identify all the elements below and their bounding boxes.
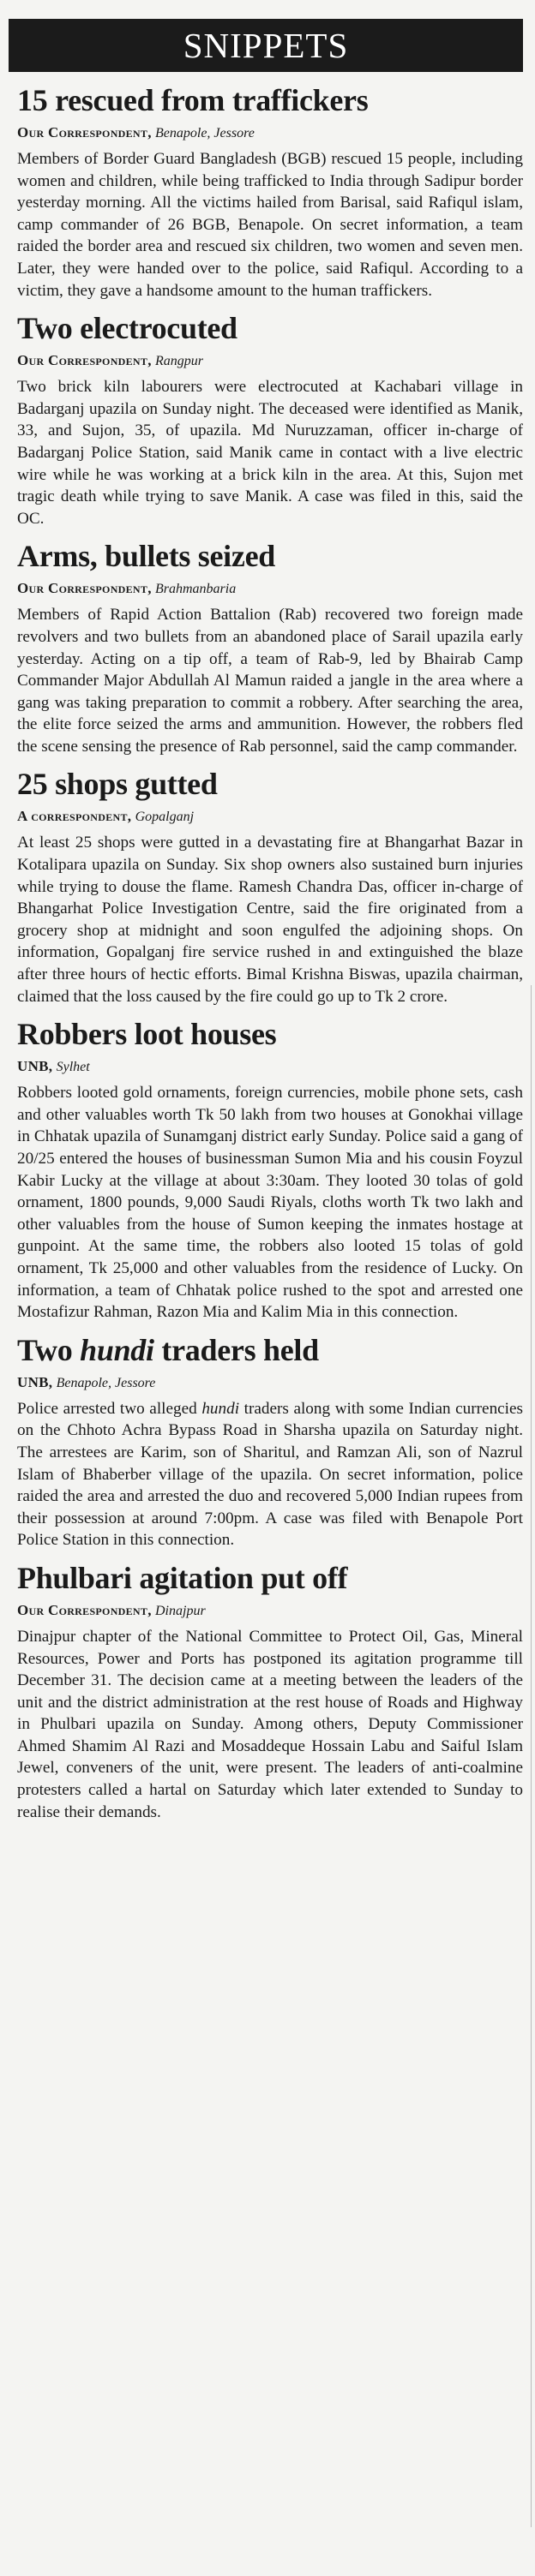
news-column	[17, 81, 523, 1823]
article-body: Dinajpur chapter of the National Committee to Protect Oil, Gas, Mineral Resources, Power and Ports has postponed its agitation programme till December 31. The decision came at a meeting between the leaders of the unit and the district administration at the rest house of Roads and Highway in Phulbari upazila on Sunday. Among others, Deputy Commissioner Ahmed Shamim Al Razi and Mosaddeque Hossain Labu and Saiful Islam Jewel, conveners of the unit, were present. The leaders of anti-coalmine protesters called a hartal on Saturday which later extended to Sunday to realise their demands.	[17, 1627, 523, 1821]
article-headline: Robbers loot houses	[17, 1017, 277, 1052]
article-headline: Two electrocuted	[17, 311, 237, 346]
article-body: Robbers looted gold ornaments, foreign currencies, mobile phone sets, cash and other valuables worth Tk 50 lakh from two houses at Gonokhai village in Chhatak upazila of Sunamganj district early Sunday. Police said a gang of 20/25 entered the houses of businessman Sumon Mia and his cousin Foyzul Kabir Lucky at the village at about 3:30am. They looted 30 tolas of gold ornament, 1800 pounds, 9,000 Saudi Riyals, cloths worth Tk two lakh and other valuables from the house of Sumon keeping the inmates hostage at gunpoint. At the same time, the robbers also looted 15 tolas of gold ornament, Tk 25,000 and other valuables from the residence of Lucky. On information, a team of Chhatak police rushed to the spot and arrested one Mostafizur Rahman, Razon Mia and Kalim Mia in this connection.	[17, 1084, 523, 1322]
section-title: SNIPPETS	[183, 26, 349, 65]
byline-source: Our Correspondent,	[17, 124, 152, 140]
byline-location: Brahmanbaria	[155, 582, 237, 597]
article-byline	[17, 1372, 523, 1395]
article-body: At least 25 shops were gutted in a devastating fire at Bhangarhat Bazar in Kotalipara upazila on Sunday. Six shop owners also sustained burn injuries while trying to douse the flame. Ramesh Chandra Das, officer in-charge of Bhangarhat Police Investigation Centre, said the fire originated from a grocery shop at midnight and soon engulfed the adjoining shops. On information, Gopalganj fire service rushed in and extinguished the blaze after three hours of hectic efforts. Bimal Krishna Biswas, upazila chairman, claimed that the loss caused by the fire could go up to Tk 2 crore.	[17, 834, 523, 1006]
body-part: traders along with some Indian currencies on the Chhoto Achra Bypass Road in Sharsha upazila on Saturday night. The arrestees are Karim, son of Sharitul, and Ramzan Ali, son of Nazrul Islam of Bhaberber village of the upazila. On secret information, police raided the area and arrested the duo and recovered 5,000 Indian rupees from their possession at around 7:00pm. A case was filed with Benapole Port Police Station in this connection.	[17, 1399, 524, 1550]
byline-source: Our Correspondent,	[17, 580, 152, 597]
body-emphasis: hundi	[201, 1399, 240, 1418]
article-phulbari-agitation	[17, 1558, 523, 1823]
byline-source: UNB,	[17, 1373, 53, 1390]
article-headline	[17, 1330, 523, 1370]
column-edge-rule	[531, 985, 535, 2527]
byline-location: Benapole, Jessore	[56, 1375, 156, 1390]
article-body: Members of Rapid Action Battalion (Rab) recovered two foreign made revolvers and two bullets from an abandoned place of Sarail upazila early yesterday. Acting on a tip off, a team of Rab-9, led by Bhairab Camp Commander Major Abdullah Al Mamun raided a jangle in the area where a gang was taking preparation to commit a robbery. After searching the area, the elite force seized the arms and ammunition. However, the robbers fled the scene sensing the presence of Rab personnel, said the camp commander.	[17, 606, 523, 756]
byline-location: Sylhet	[56, 1060, 90, 1075]
article-byline	[17, 350, 523, 373]
byline-location: Dinajpur	[155, 1603, 206, 1618]
article-byline	[17, 577, 523, 601]
article-body	[17, 1398, 523, 1551]
article-hundi-traders-held	[17, 1330, 523, 1551]
article-byline	[17, 1599, 523, 1623]
byline-source: UNB,	[17, 1058, 53, 1075]
headline-part: Two	[17, 1332, 81, 1367]
article-byline	[17, 1055, 523, 1079]
article-robbers-loot-houses	[17, 1014, 523, 1324]
article-body: Members of Border Guard Bangladesh (BGB) rescued 15 people, including women and children, while being trafficked to India through Sadipur border yesterday morning. All the victims hailed from Barisal, said Rafiqul islam, camp commander of 26 BGB, Benapole. On secret information, a team raided the border area and rescued six children, two women and seven men. Later, they were handed over to the police, said Rafiqul. According to a victim, they gave a handsome amount to the human traffickers.	[17, 150, 523, 300]
article-headline: 15 rescued from traffickers	[17, 83, 369, 117]
article-body: Two brick kiln labourers were electrocuted at Kachabari village in Badarganj upazila on Sunday night. The deceased were identified as Manik, 33, and Sujon, 35, of upazila. Md Nuruzzaman, officer in-charge of Badarganj Police Station, said Manik came in contact with a live electric wire while he was working at a brick kiln in the area. At this, Sujon met tragic death while trying to save Manik. A case was filed in this, said the OC.	[17, 378, 523, 528]
byline-source: A correspondent,	[17, 808, 132, 825]
byline-source: Our Correspondent,	[17, 1601, 152, 1618]
byline-location: Gopalganj	[135, 810, 195, 825]
headline-part: traders held	[153, 1332, 319, 1367]
byline-location: Rangpur	[155, 354, 203, 369]
headline-emphasis: hundi	[80, 1332, 154, 1367]
article-byline	[17, 805, 523, 828]
article-byline	[17, 122, 523, 145]
article-rescued-from-traffickers	[17, 81, 523, 302]
body-part: Police arrested two alleged	[17, 1399, 202, 1418]
byline-source: Our Correspondent,	[17, 352, 152, 369]
article-shops-gutted	[17, 764, 523, 1007]
byline-location: Benapole, Jessore	[155, 126, 255, 140]
article-two-electrocuted	[17, 308, 523, 529]
section-masthead	[9, 19, 523, 72]
article-headline: Phulbari agitation put off	[17, 1560, 348, 1595]
article-headline: 25 shops gutted	[17, 767, 218, 802]
article-headline: Arms, bullets seized	[17, 539, 275, 574]
article-arms-bullets-seized	[17, 536, 523, 757]
